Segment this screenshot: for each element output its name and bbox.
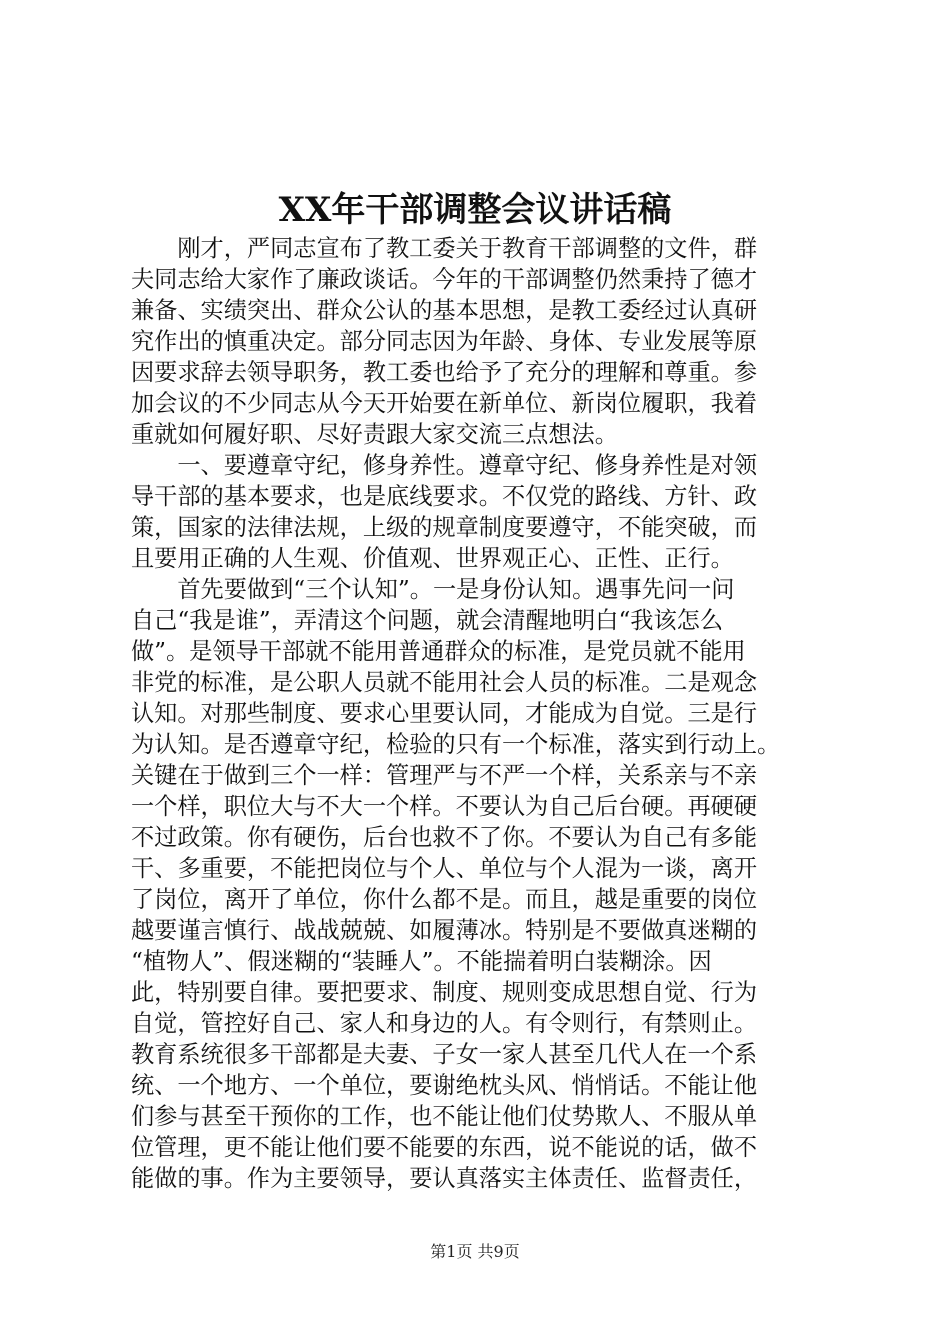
body-line: 位管理，更不能让他们要不能要的东西，说不能说的话，做不	[131, 1134, 758, 1161]
body-line: 因要求辞去领导职务，教工委也给予了充分的理解和尊重。参	[131, 359, 758, 386]
body-line: 教育系统很多干部都是夫妻、子女一家人甚至几代人在一个系	[131, 1041, 758, 1068]
body-line: 导干部的基本要求，也是底线要求。不仅党的路线、方针、政	[131, 483, 758, 510]
body-line: 认知。对那些制度、要求心里要认同，才能成为自觉。三是行	[131, 700, 758, 727]
body-line: 们参与甚至干预你的工作，也不能让他们仗势欺人、不服从单	[131, 1103, 758, 1130]
body-line: 夫同志给大家作了廉政谈话。今年的干部调整仍然秉持了德才	[131, 266, 758, 293]
body-line: 刚才，严同志宣布了教工委关于教育干部调整的文件，群	[131, 235, 758, 262]
body-line: 首先要做到“三个认知”。一是身份认知。遇事先问一问	[131, 576, 735, 603]
body-line: 不过政策。你有硬伤，后台也救不了你。不要认为自己有多能	[131, 824, 758, 851]
document-body	[131, 233, 843, 1194]
body-line: 干、多重要，不能把岗位与个人、单位与个人混为一谈，离开	[131, 855, 758, 882]
body-line: 自己“我是谁”，弄清这个问题，就会清醒地明白“我该怎么	[131, 607, 724, 634]
body-line: 做”。是领导干部就不能用普通群众的标准，是党员就不能用	[131, 638, 746, 665]
body-line: 能做的事。作为主要领导，要认真落实主体责任、监督责任，	[131, 1165, 758, 1192]
body-line: 统、一个地方、一个单位，要谢绝枕头风、悄悄话。不能让他	[131, 1072, 758, 1099]
body-line: 自觉，管控好自己、家人和身边的人。有令则行，有禁则止。	[131, 1010, 758, 1037]
body-line: 越要谨言慎行、战战兢兢、如履薄冰。特别是不要做真迷糊的	[131, 917, 758, 944]
body-line: 策，国家的法律法规，上级的规章制度要遵守，不能突破，而	[131, 514, 758, 541]
body-line: 一、要遵章守纪，修身养性。遵章守纪、修身养性是对领	[131, 452, 758, 479]
body-line: 究作出的慎重决定。部分同志因为年龄、身体、专业发展等原	[131, 328, 758, 355]
body-line: 兼备、实绩突出、群众公认的基本思想，是教工委经过认真研	[131, 297, 758, 324]
page-number-footer: 第1页 共9页	[430, 1242, 520, 1261]
body-line: 重就如何履好职、尽好责跟大家交流三点想法。	[131, 421, 618, 448]
body-line: 非党的标准，是公职人员就不能用社会人员的标准。二是观念	[131, 669, 758, 696]
body-line: “植物人”、假迷糊的“装睡人”。不能揣着明白装糊涂。因	[131, 948, 712, 975]
body-line: 为认知。是否遵章守纪，检验的只有一个标准，落实到行动上。	[131, 731, 781, 758]
body-line: 此，特别要自律。要把要求、制度、规则变成思想自觉、行为	[131, 979, 758, 1006]
body-line: 了岗位，离开了单位，你什么都不是。而且，越是重要的岗位	[131, 886, 758, 913]
body-line: 加会议的不少同志从今天开始要在新单位、新岗位履职，我着	[131, 390, 758, 417]
body-line: 且要用正确的人生观、价值观、世界观正心、正性、正行。	[131, 545, 734, 572]
document-title: XX年干部调整会议讲话稿	[278, 190, 672, 230]
body-line: 关键在于做到三个一样：管理严与不严一个样，关系亲与不亲	[131, 762, 758, 789]
body-line: 一个样，职位大与不大一个样。不要认为自己后台硬。再硬硬	[131, 793, 758, 820]
